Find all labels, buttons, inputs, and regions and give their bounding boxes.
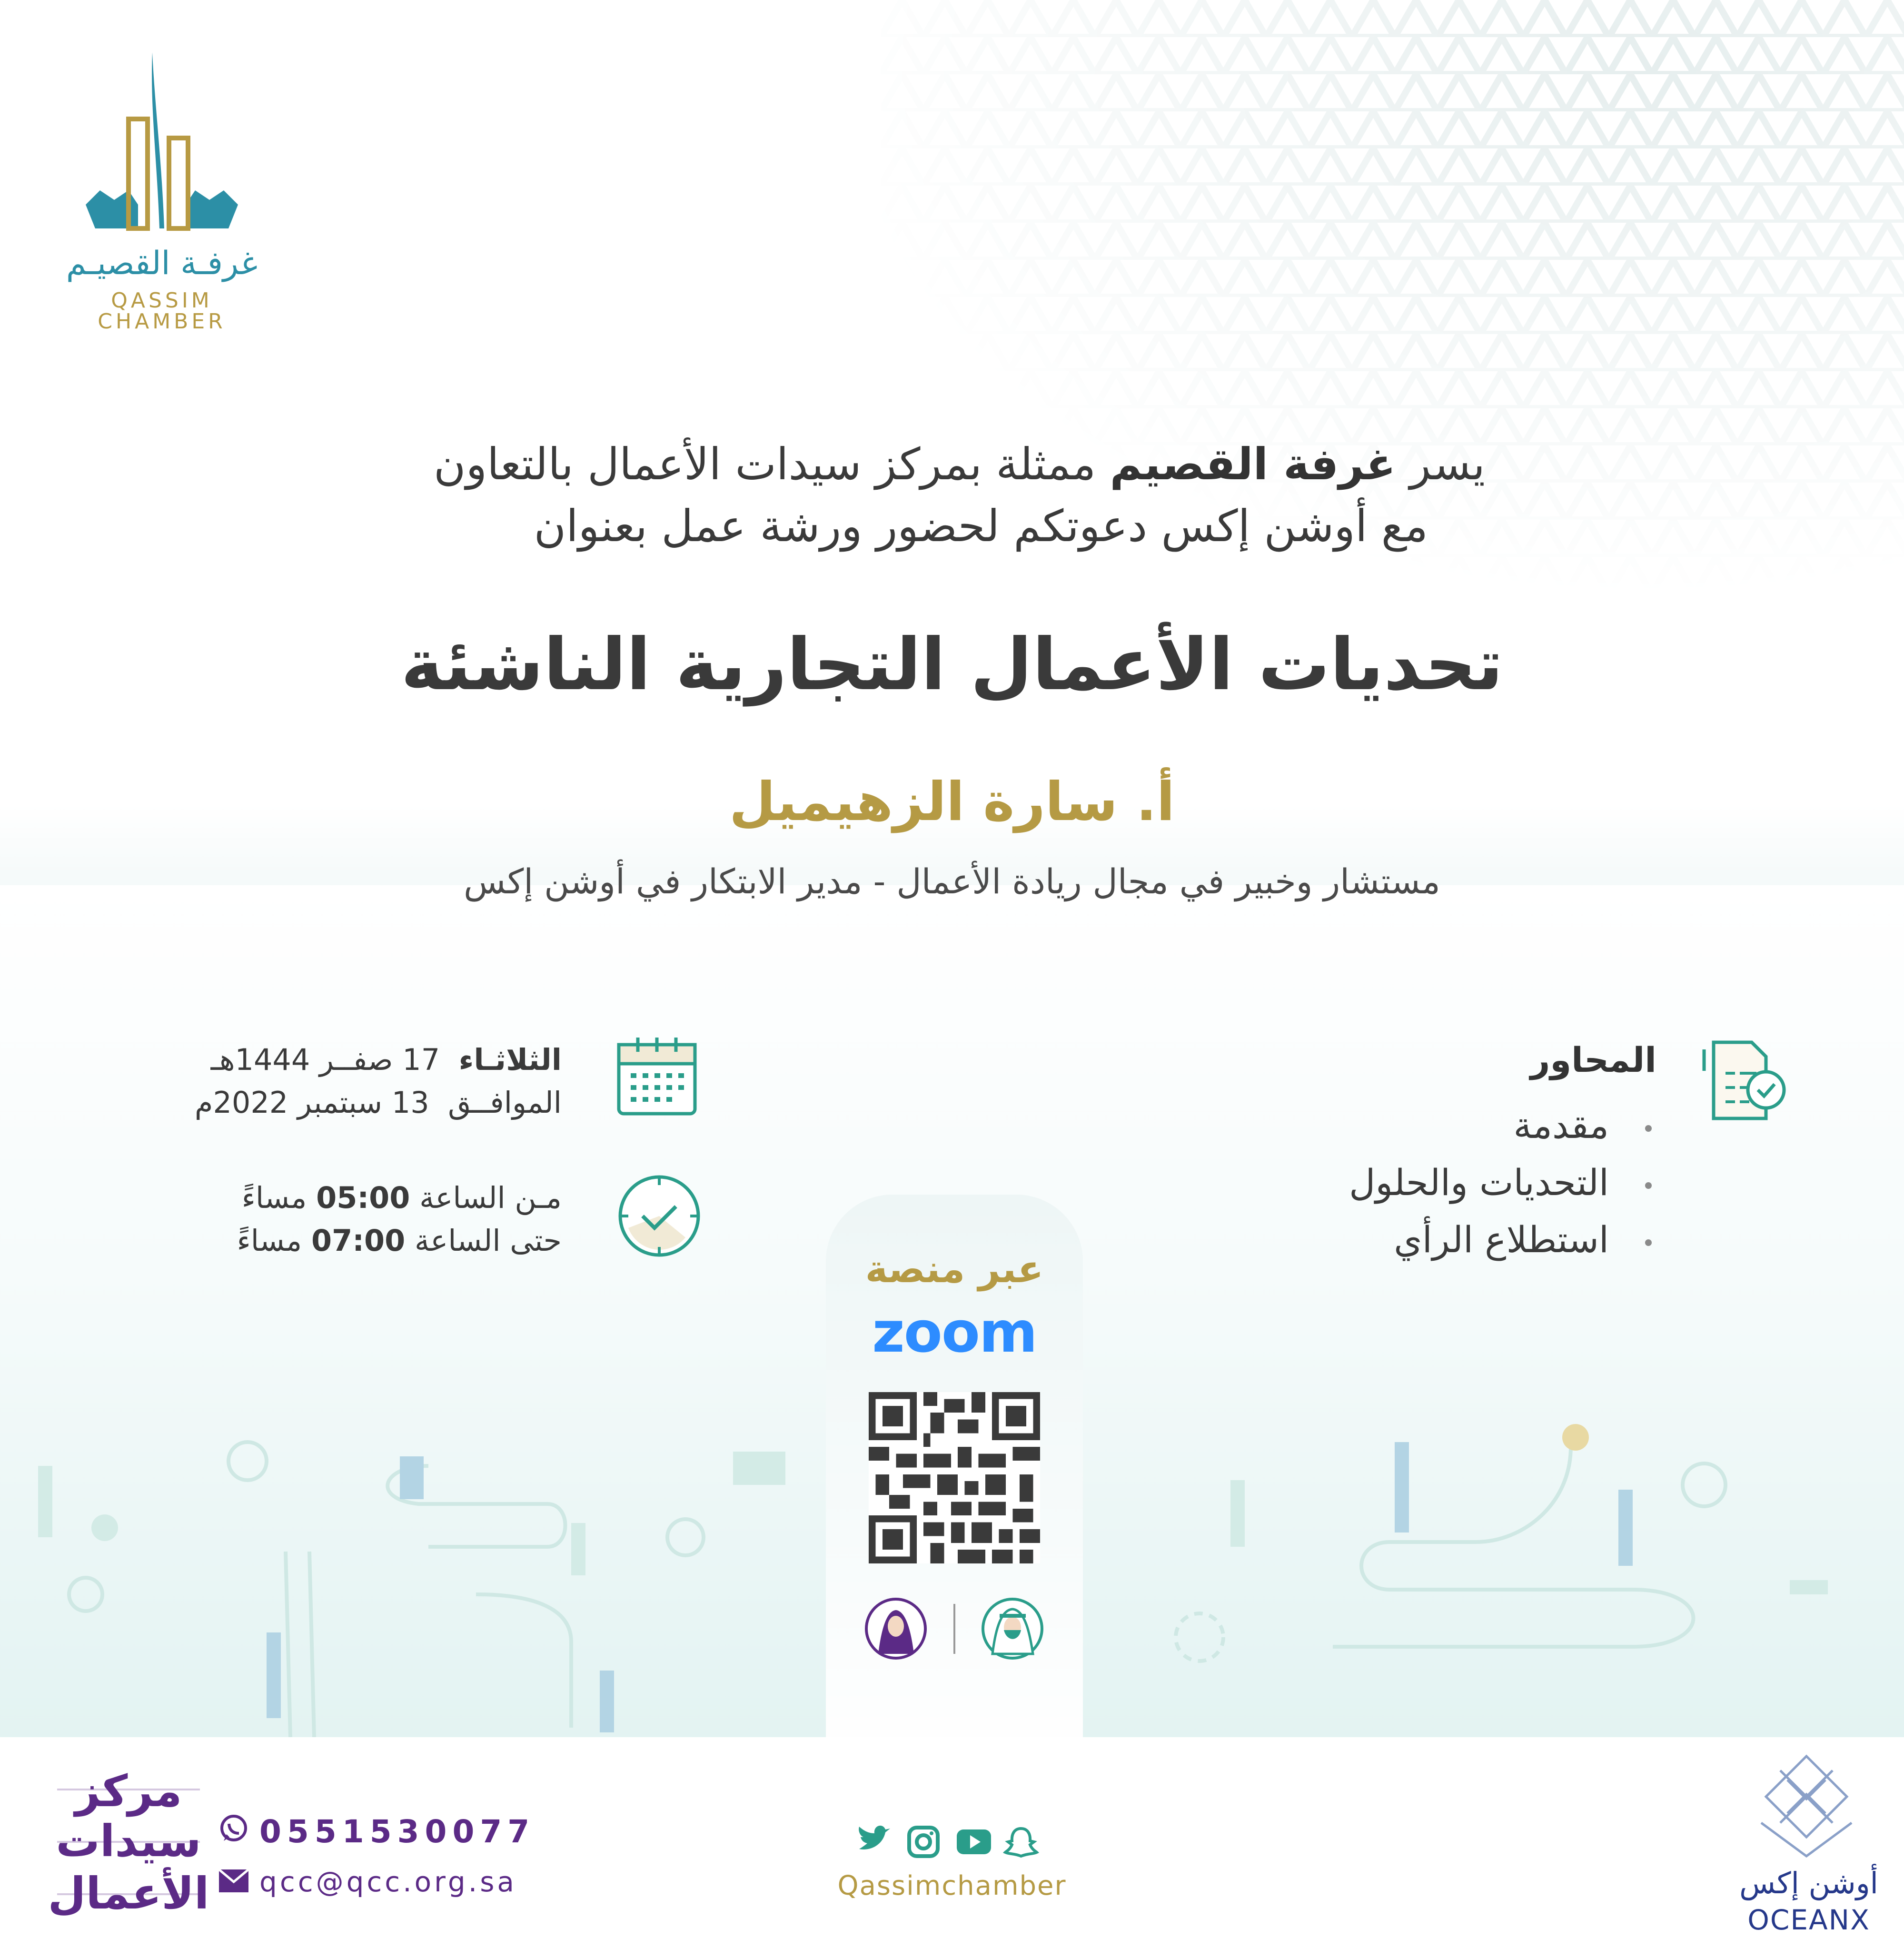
qr-code[interactable]	[869, 1392, 1040, 1563]
platform-via: عبر منصة	[865, 1247, 1044, 1291]
greg-date: 13 سبتمبر 2022م	[195, 1085, 429, 1120]
axis-item	[1394, 1218, 1609, 1261]
mail-icon	[219, 1869, 248, 1892]
time-from-prefix: مـن الساعة	[419, 1180, 562, 1215]
speaker-role: مستشار وخبير في مجال ريادة الأعمال - مدير الابتكار في أوشن إكس	[464, 861, 1440, 901]
clock-icon	[614, 1171, 704, 1261]
axes-title: المحاور	[1530, 1040, 1656, 1080]
intro-chamber-name: غرفة القصيم	[1110, 439, 1396, 490]
avatar-separator	[953, 1604, 955, 1654]
ladies-logo-line3: الأعمال	[48, 1868, 209, 1919]
social-icons	[857, 1823, 1047, 1861]
youtube-icon[interactable]	[957, 1829, 991, 1854]
triangle-pattern	[881, 0, 1904, 666]
intro-line-1	[248, 439, 1485, 490]
bullet-dot	[1645, 1182, 1652, 1189]
day-name: الثلاثـاء	[458, 1042, 562, 1077]
phone-number[interactable]: 0551530077	[259, 1813, 536, 1850]
greg-prefix: الموافــق	[448, 1085, 562, 1120]
ladies-logo-line1: مركز	[75, 1766, 182, 1817]
axis-label: استطلاع الرأي	[1394, 1218, 1609, 1261]
axis-label: مقدمة	[1513, 1104, 1609, 1147]
time-to-value: 07:00	[311, 1223, 406, 1258]
intro-line-2: مع أوشن إكس دعوتكم لحضور ورشة عمل بعنوان	[534, 501, 1428, 552]
axis-label: التحديات والحلول	[1349, 1161, 1609, 1204]
zoom-logo: zoom	[872, 1299, 1037, 1365]
snapchat-icon[interactable]	[1005, 1829, 1037, 1856]
time-from-value: 05:00	[316, 1180, 410, 1215]
time-to	[237, 1223, 562, 1258]
decorative-illustration-left	[0, 1404, 809, 1747]
date-gregorian	[195, 1085, 562, 1120]
date-hijri	[211, 1042, 562, 1077]
woman-icon	[864, 1597, 928, 1661]
checklist-icon	[1695, 1033, 1790, 1128]
time-from	[242, 1180, 562, 1215]
bullet-dot	[1645, 1125, 1652, 1132]
time-to-suffix: مساءً	[237, 1223, 302, 1258]
hijri-date: 17 صفــر 1444هـ	[210, 1042, 440, 1077]
intro-prefix: يسر	[1409, 439, 1485, 490]
intro-suffix: ممثلة بمركز سيدات الأعمال بالتعاون	[434, 439, 1096, 490]
logo-english-text: QASSIM CHAMBER	[98, 288, 226, 334]
bullet-dot	[1645, 1239, 1652, 1246]
instagram-icon[interactable]	[909, 1828, 938, 1856]
twitter-icon[interactable]	[859, 1826, 890, 1849]
social-handle[interactable]: Qassimchamber	[837, 1870, 1067, 1901]
workshop-title: تحديات الأعمال التجارية الناشئة	[401, 623, 1503, 706]
email-address[interactable]: qcc@qcc.org.sa	[259, 1866, 517, 1898]
whatsapp-icon[interactable]	[219, 1814, 248, 1844]
time-from-suffix: مساءً	[241, 1180, 307, 1215]
time-to-prefix: حتى الساعة	[415, 1223, 562, 1258]
speaker-name: أ. سارة الزهيميل	[729, 771, 1175, 833]
decorative-illustration-right	[1095, 1380, 1904, 1666]
calendar-icon	[614, 1033, 700, 1118]
axis-item	[1349, 1161, 1609, 1204]
oceanx-logo	[1752, 1751, 1861, 1861]
logo-arabic-text: غرفـة القصيـم	[66, 245, 258, 282]
ladies-center-logo	[48, 1761, 209, 1923]
ladies-logo-line2: سيدات	[56, 1816, 201, 1867]
oceanx-english: OCEANX	[1747, 1904, 1870, 1936]
axis-item	[1513, 1104, 1609, 1147]
qassim-chamber-logo	[67, 48, 257, 247]
oceanx-arabic: أوشن إكس	[1739, 1866, 1878, 1900]
man-icon	[981, 1597, 1045, 1661]
